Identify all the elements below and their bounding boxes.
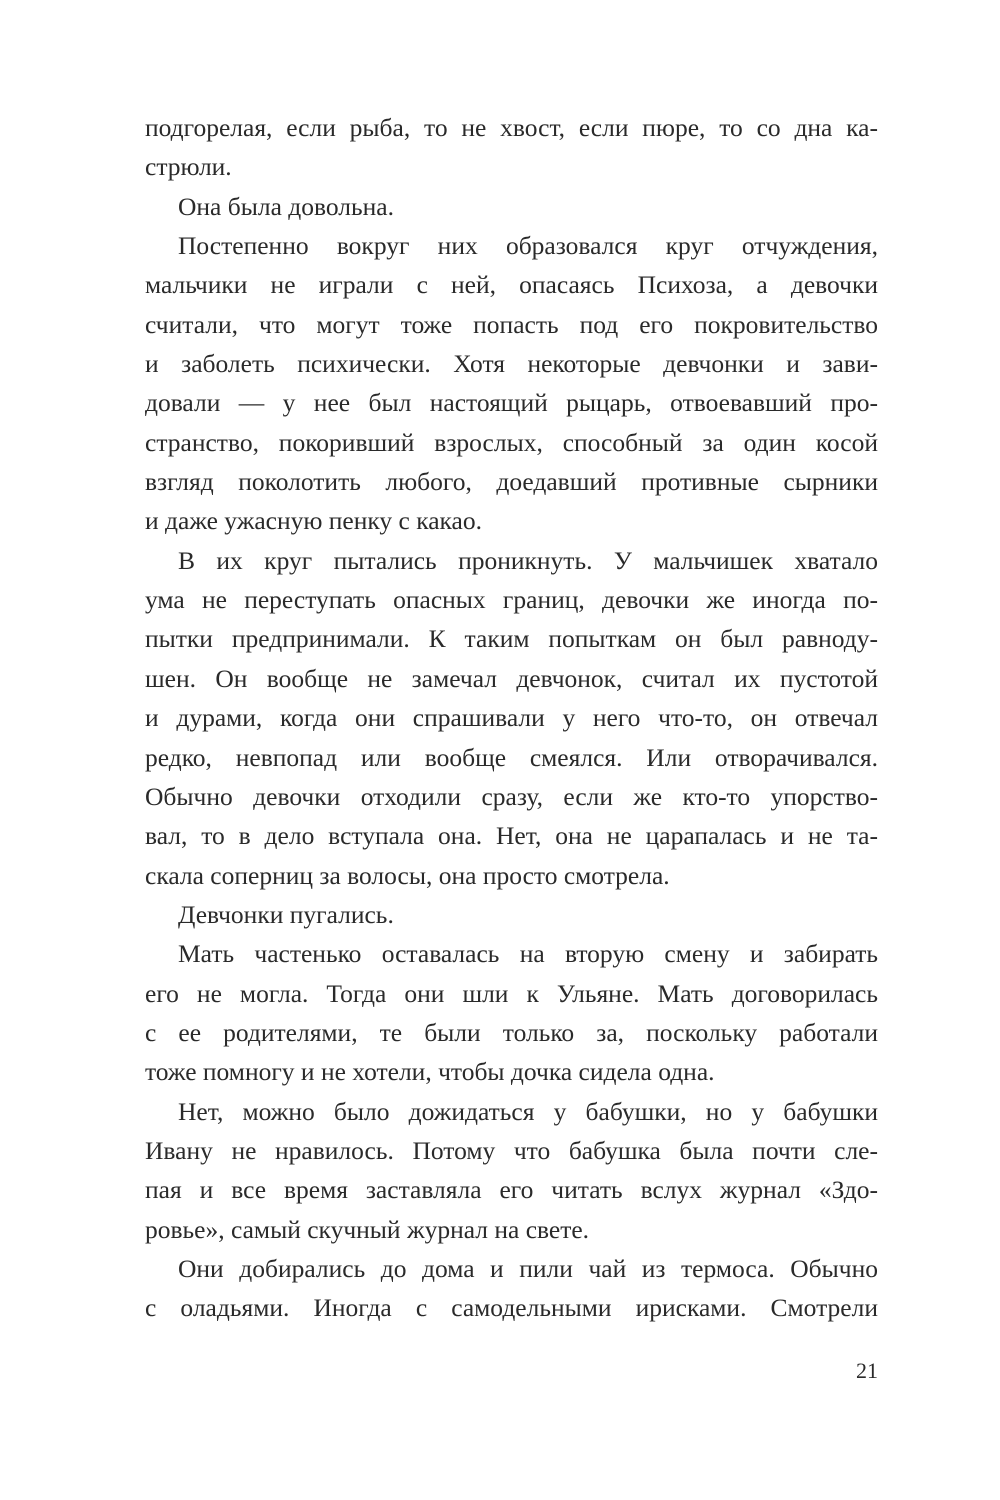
paragraph: [145, 895, 878, 934]
paragraph: [145, 108, 878, 187]
text-line: и даже ужасную пенку с какао.: [145, 506, 483, 536]
text-line: подгорелая, если рыба, то не хвост, если пюре, то со дна ка-: [145, 113, 878, 142]
text-line: довали — у нее был настоящий рыцарь, отвоевавший про-: [145, 388, 878, 418]
page-body-text: [145, 108, 878, 1328]
text-line: мальчики не играли с ней, опасаясь Психоза, а девочки: [145, 270, 878, 300]
text-line: считали, что могут тоже попасть под его покровительство: [145, 309, 878, 339]
text-line: странство, покоривший взрослых, способный за один косой: [145, 427, 878, 457]
text-line: Обычно девочки отходили сразу, если же кто-то упорство-: [145, 781, 878, 811]
text-line: Ивану не нравилось. Потому что бабушка была почти сле-: [145, 1135, 878, 1165]
text-line: и дурами, когда они спрашивали у него что-то, он отвечал: [145, 703, 878, 733]
text-line: ровье», самый скучный журнал на свете.: [145, 1214, 590, 1244]
text-line: стрюли.: [145, 152, 232, 182]
paragraph: [145, 541, 878, 895]
paragraph: [145, 187, 878, 226]
text-line: и заболеть психически. Хотя некоторые девчонки и зави-: [145, 349, 878, 379]
text-line: ума не переступать опасных границ, девочки же иногда по-: [145, 585, 878, 615]
page-number: 21: [856, 1358, 878, 1383]
text-line: взгляд поколотить любого, доедавший противные сырники: [145, 467, 878, 497]
text-line: пая и все время заставляла его читать вслух журнал «Здо-: [145, 1175, 878, 1205]
text-line: Девчонки пугались.: [178, 899, 394, 929]
paragraph: [145, 1092, 878, 1249]
text-line: Она была довольна.: [178, 191, 394, 221]
text-line: шен. Он вообще не замечал девчонок, считал их пустотой: [145, 663, 878, 693]
text-line: Они добирались до дома и пили чай из термоса. Обычно: [178, 1253, 878, 1283]
text-line: пытки предпринимали. К таким попыткам он был равноду-: [145, 624, 878, 654]
text-line: Нет, можно было дожидаться у бабушки, но у бабушки: [178, 1096, 878, 1126]
text-line: скала соперниц за волосы, она просто смотрела.: [145, 860, 670, 890]
text-line: с ее родителями, те были только за, поскольку работали: [145, 1017, 878, 1047]
text-line: тоже помногу и не хотели, чтобы дочка сидела одна.: [145, 1057, 715, 1087]
paragraph: [145, 934, 878, 1091]
text-line: вал, то в дело вступала она. Нет, она не царапалась и не та-: [145, 821, 878, 851]
paragraph: [145, 1249, 878, 1328]
text-line: Постепенно вокруг них образовался круг отчуждения,: [178, 231, 878, 261]
paragraph: [145, 226, 878, 541]
text-line: с оладьями. Иногда с самодельными ирисками. Смотрели: [145, 1293, 878, 1323]
text-line: его не могла. Тогда они шли к Ульяне. Мать договорилась: [145, 978, 878, 1008]
text-line: редко, невпопад или вообще смеялся. Или отворачивался.: [145, 742, 878, 772]
text-line: Мать частенько оставалась на вторую смену и забирать: [178, 939, 878, 969]
text-line: В их круг пытались проникнуть. У мальчишек хватало: [178, 545, 878, 575]
